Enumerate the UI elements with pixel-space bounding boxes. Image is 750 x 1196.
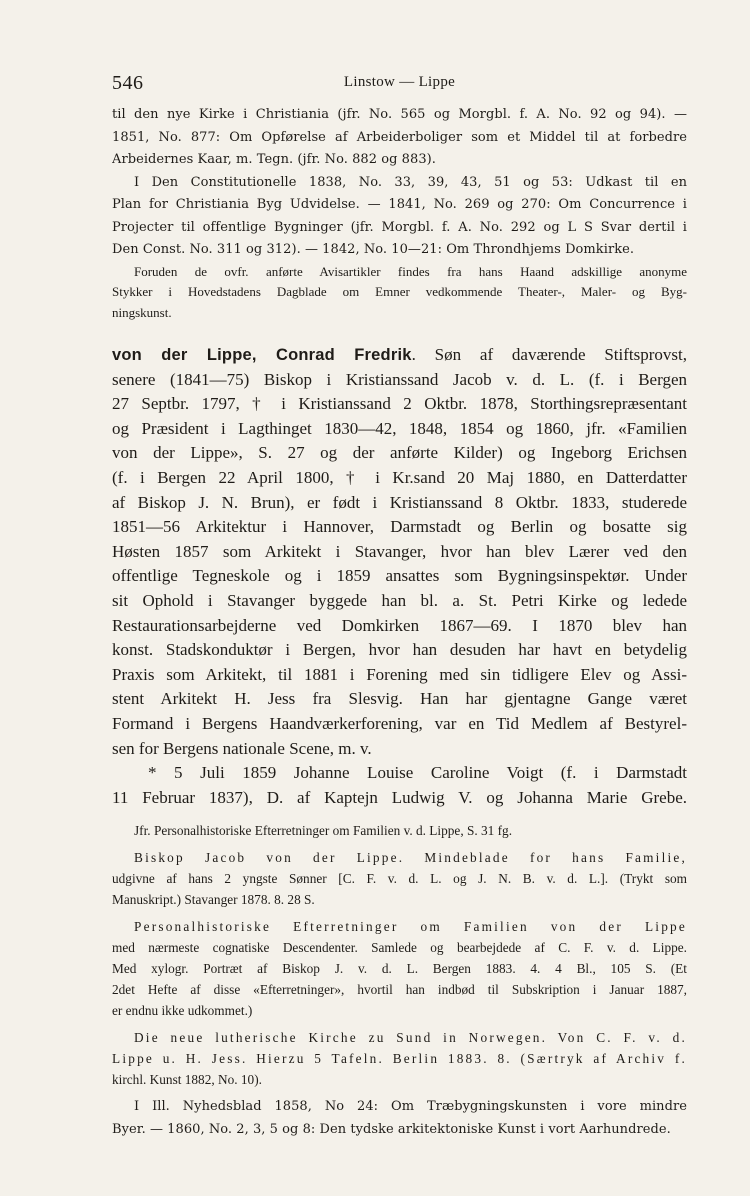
text-line: 1851—56 Arkitektur i Hannover, Darmstadt og Berlin og bosatte sig [112,517,687,537]
text-line: von der Lippe», S. 27 og der anførte Kilder) og Ingeborg Erichsen [112,443,687,463]
text-line: til den nye Kirke i Christiania (jfr. No. 565 og Morgbl. f. A. No. 92 og 94). — [112,107,687,122]
text-line: senere (1841—75) Biskop i Kristianssand Jacob v. d. L. (f. i Bergen [112,369,687,389]
text-line: 27 Septbr. 1797, † i Kristianssand 2 Oktbr. 1878, Storthingsrepræsentant [112,394,687,414]
running-head: Linstow — Lippe [343,74,456,90]
references-block [112,820,687,1090]
reference-line: Manuskript.) Stavanger 1878. 8. 28 S. [112,892,315,908]
text-line: (f. i Bergen 22 April 1800, † i Kr.sand 20 Maj 1880, en Datterdatter [112,467,687,487]
text-line: konst. Stadskonduktør i Bergen, hvor han desuden har havt en betydelig [112,640,687,660]
entry-name: von der Lippe, Conrad Fredrik [112,346,412,364]
text-line: offentlige Tegneskole og i 1859 ansattes som Bygningsinspektør. Under [112,566,687,586]
reference-line: med nærmeste cognatiske Descendenter. Samlede og bearbejdede af C. F. v. d. Lippe. [112,940,687,956]
blackletter-bottom-block [112,1096,687,1141]
reference-line: Biskop Jacob von der Lippe. Mindeblade for hans Familie, [134,850,687,866]
text-line: af Biskop J. N. Brun), er født i Kristianssand 8 Oktbr. 1833, studerede [112,492,687,512]
reference-line: kirchl. Kunst 1882, No. 10). [112,1072,262,1088]
reference-line: Jfr. Personalhistoriske Efterretninger om Familien v. d. Lippe, S. 31 fg. [134,823,513,839]
biography-entry [112,343,687,810]
text-line: Plan for Christiania Byg Udvidelse. — 1841, No. 269 og 270: Om Concurrence i [112,197,687,212]
text-line: Den Const. No. 311 og 312). — 1842, No. 10—21: Om Throndhjems Domkirke. [112,242,635,257]
text-line: Stykker i Hovedstadens Dagblade om Emner vedkommende Theater-, Maler- og Byg- [112,284,687,299]
text-line: Projecter til offentlige Bygninger (jfr. Morgbl. f. A. No. 292 og L S Svar dertil i [112,219,687,235]
reference-line: Lippe u. H. Jess. Hierzu 5 Tafeln. Berlin 1883. 8. (Særtryk af Archiv f. [112,1051,687,1067]
marriage-line: * 5 Juli 1859 Johanne Louise Caroline Voigt (f. i Darmstadt [148,763,687,783]
text-line: Høsten 1857 som Arkitekt i Stavanger, hvor han blev Lærer ved den [112,541,687,561]
page-body [112,104,687,1141]
reference-line: udgivne af hans 2 yngste Sønner [C. F. v. d. L. og J. N. B. v. d. L.]. (Trykt som [112,871,687,887]
text-line: Foruden de ovfr. anførte Avisartikler findes fra hans Haand adskillige anonyme [134,263,687,279]
text-line: Restaurationsarbejderne ved Domkirken 1867—69. I 1870 blev han [112,615,687,635]
text-line: Formand i Bergens Haandværkerforening, var en Tid Medlem af Bestyrel- [112,713,687,733]
page-header [112,72,687,94]
note-paragraph [112,262,687,324]
text-line: Byer. — 1860, No. 2, 3, 5 og 8: Den tydske arkitektoniske Kunst i vort Aarhundrede. [112,1121,671,1137]
reference-line: Die neue lutherische Kirche zu Sund in Norwegen. Von C. F. v. d. [134,1030,687,1046]
reference-line: Personalhistoriske Efterretninger om Familien von der Lippe [134,919,687,935]
entry-first-line-rest: Søn af daværende Stiftsprovst, [434,345,687,364]
text-line: stent Arkitekt H. Jess fra Slesvig. Han har gjentagne Gange været [112,689,687,709]
blackletter-top-block [112,104,687,262]
reference-line: Med xylogr. Portræt af Biskop J. v. d. L. Bergen 1883. 4. 4 Bl., 105 S. (Et [112,961,687,977]
text-line: Praxis som Arkitekt, til 1881 i Forening med sin tidligere Elev og Assi- [112,664,687,684]
text-line: 1851, No. 877: Om Opførelse af Arbeiderboliger som et Middel til at forbedre [112,129,687,145]
text-line: sen for Bergens nationale Scene, m. v. [112,738,372,758]
page-number: 546 [112,72,144,94]
reference-line: 2det Hefte af disse «Efterretninger», hvortil han indbød til Subskription i Januar 1887, [112,982,687,998]
text-line: og Præsident i Lagthinget 1830—42, 1848, 1854 og 1860, jfr. «Familien [112,418,687,438]
text-line: ningskunst. [112,304,172,320]
text-line: I Den Constitutionelle 1838, No. 33, 39, 43, 51 og 53: Udkast til en [134,174,687,190]
text-line: I Ill. Nyhedsblad 1858, No 24: Om Træbygningskunsten i vore mindre [134,1099,687,1115]
entry-first-line: von der Lippe, Conrad Fredrik. Søn af daværende Stiftsprovst, [112,345,687,364]
text-line: sit Ophold i Stavanger byggede han bl. a. St. Petri Kirke og ledede [112,590,687,610]
reference-line: er endnu ikke udkommet.) [112,1003,253,1019]
text-line: Arbeidernes Kaar, m. Tegn. (jfr. No. 882 og 883). [112,152,436,167]
marriage-line: 11 Februar 1837), D. af Kaptejn Ludwig V. og Johanna Marie Grebe. [112,787,687,807]
